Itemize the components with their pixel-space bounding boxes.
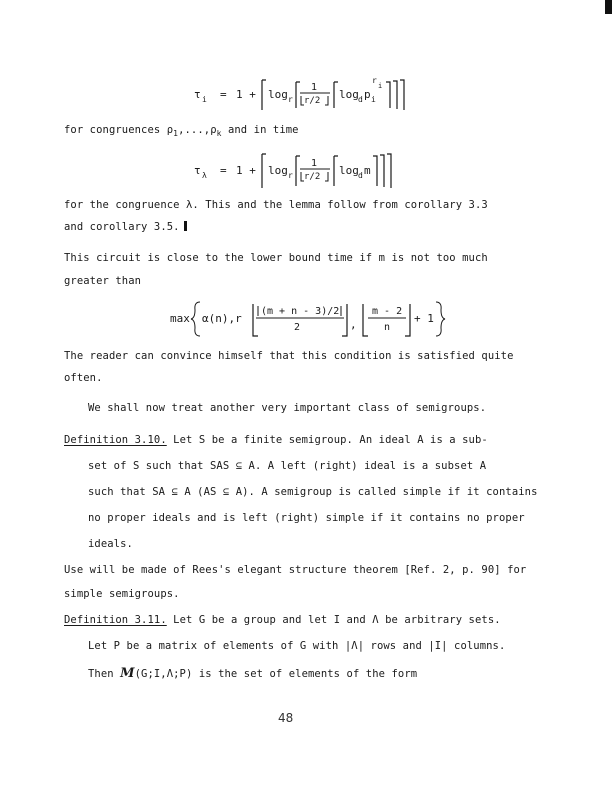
svg-text:r/2: r/2 <box>304 172 321 182</box>
svg-text:r: r <box>288 171 293 180</box>
svg-text:r: r <box>372 76 377 85</box>
svg-text:d: d <box>358 171 363 180</box>
tau-i-lhs: τ <box>194 88 201 101</box>
svg-text:=: = <box>220 88 227 101</box>
definition-3-10-line5: ideals. <box>88 538 133 550</box>
svg-text:(m + n - 3)/2: (m + n - 3)/2 <box>261 306 340 317</box>
scan-corner-mark <box>605 0 612 14</box>
svg-text:1 +: 1 + <box>236 164 256 177</box>
script-m-symbol: M <box>120 666 135 681</box>
definition-3-11-line2: Let P be a matrix of elements of G with |Λ| rows and |I| columns. <box>88 640 506 652</box>
svg-text:log: log <box>339 164 359 177</box>
text-rees-2: simple semigroups. <box>64 588 180 600</box>
text-treat: We shall now treat another very important class of semigroups. <box>88 402 487 414</box>
definition-3-11-label: Definition 3.11. <box>64 614 167 626</box>
svg-text:i: i <box>202 95 207 104</box>
text-rees-1: Use will be made of Rees's elegant structure theorem [Ref. 2, p. 90] for <box>64 564 527 576</box>
definition-3-11-line1: Definition 3.11. Let G be a group and let I and Λ be arbitrary sets. <box>64 614 501 626</box>
definition-3-10-line1: Definition 3.10. Let S be a finite semigroup. An ideal A is a sub- <box>64 434 488 446</box>
svg-text:=: = <box>220 164 227 177</box>
definition-3-11-line3: Then M(G;I,Λ;P) is the set of elements of the form <box>88 666 418 681</box>
svg-text:log: log <box>268 164 288 177</box>
svg-text:,: , <box>350 318 357 331</box>
svg-text:p: p <box>364 88 371 101</box>
svg-text:i: i <box>371 95 376 104</box>
definition-3-10-label: Definition 3.10. <box>64 434 167 446</box>
svg-text:1: 1 <box>311 82 318 93</box>
svg-text:d: d <box>358 95 363 104</box>
text-circuit-1: This circuit is close to the lower bound time if m is not too much <box>64 252 488 264</box>
page-number: 48 <box>278 711 294 725</box>
svg-text:m - 2: m - 2 <box>372 306 403 317</box>
svg-text:log: log <box>268 88 288 101</box>
equation-tau-i <box>190 68 420 118</box>
svg-text:m: m <box>364 164 371 177</box>
text-circuit-2: greater than <box>64 275 142 287</box>
svg-text:r/2: r/2 <box>304 96 321 106</box>
definition-3-10-line2: set of S such that SAS ⊆ A. A left (right) ideal is a subset A <box>88 460 487 472</box>
equation-tau-lambda <box>190 146 420 196</box>
svg-text:log: log <box>339 88 359 101</box>
qed-mark <box>184 221 187 231</box>
text-congruences: for congruences $\rho_1,...,\rho_k$ and in time <box>64 124 299 138</box>
svg-text:α(n),r: α(n),r <box>202 312 242 325</box>
svg-text:max: max <box>170 312 190 325</box>
definition-3-10-line4: no proper ideals and is left (right) simple if it contains no proper <box>88 512 525 524</box>
svg-text:i: i <box>378 82 383 90</box>
equation-max <box>170 292 450 342</box>
text-lambda-2: and corollary 3.5. <box>64 221 187 233</box>
text-reader-1: The reader can convince himself that this condition is satisfied quite <box>64 350 514 362</box>
definition-3-10-line3: such that SA ⊆ A (AS ⊆ A). A semigroup is called simple if it contains <box>88 486 538 498</box>
text-reader-2: often. <box>64 372 103 384</box>
svg-text:+ 1: + 1 <box>414 312 434 325</box>
text-lambda-1: for the congruence λ. This and the lemma follow from corollary 3.3 <box>64 199 488 211</box>
svg-text:λ: λ <box>202 171 207 180</box>
svg-text:1: 1 <box>311 158 318 169</box>
svg-text:τ: τ <box>194 164 201 177</box>
svg-text:2: 2 <box>294 322 301 333</box>
svg-text:1 +: 1 + <box>236 88 256 101</box>
svg-text:n: n <box>384 322 391 333</box>
svg-text:r: r <box>288 95 293 104</box>
